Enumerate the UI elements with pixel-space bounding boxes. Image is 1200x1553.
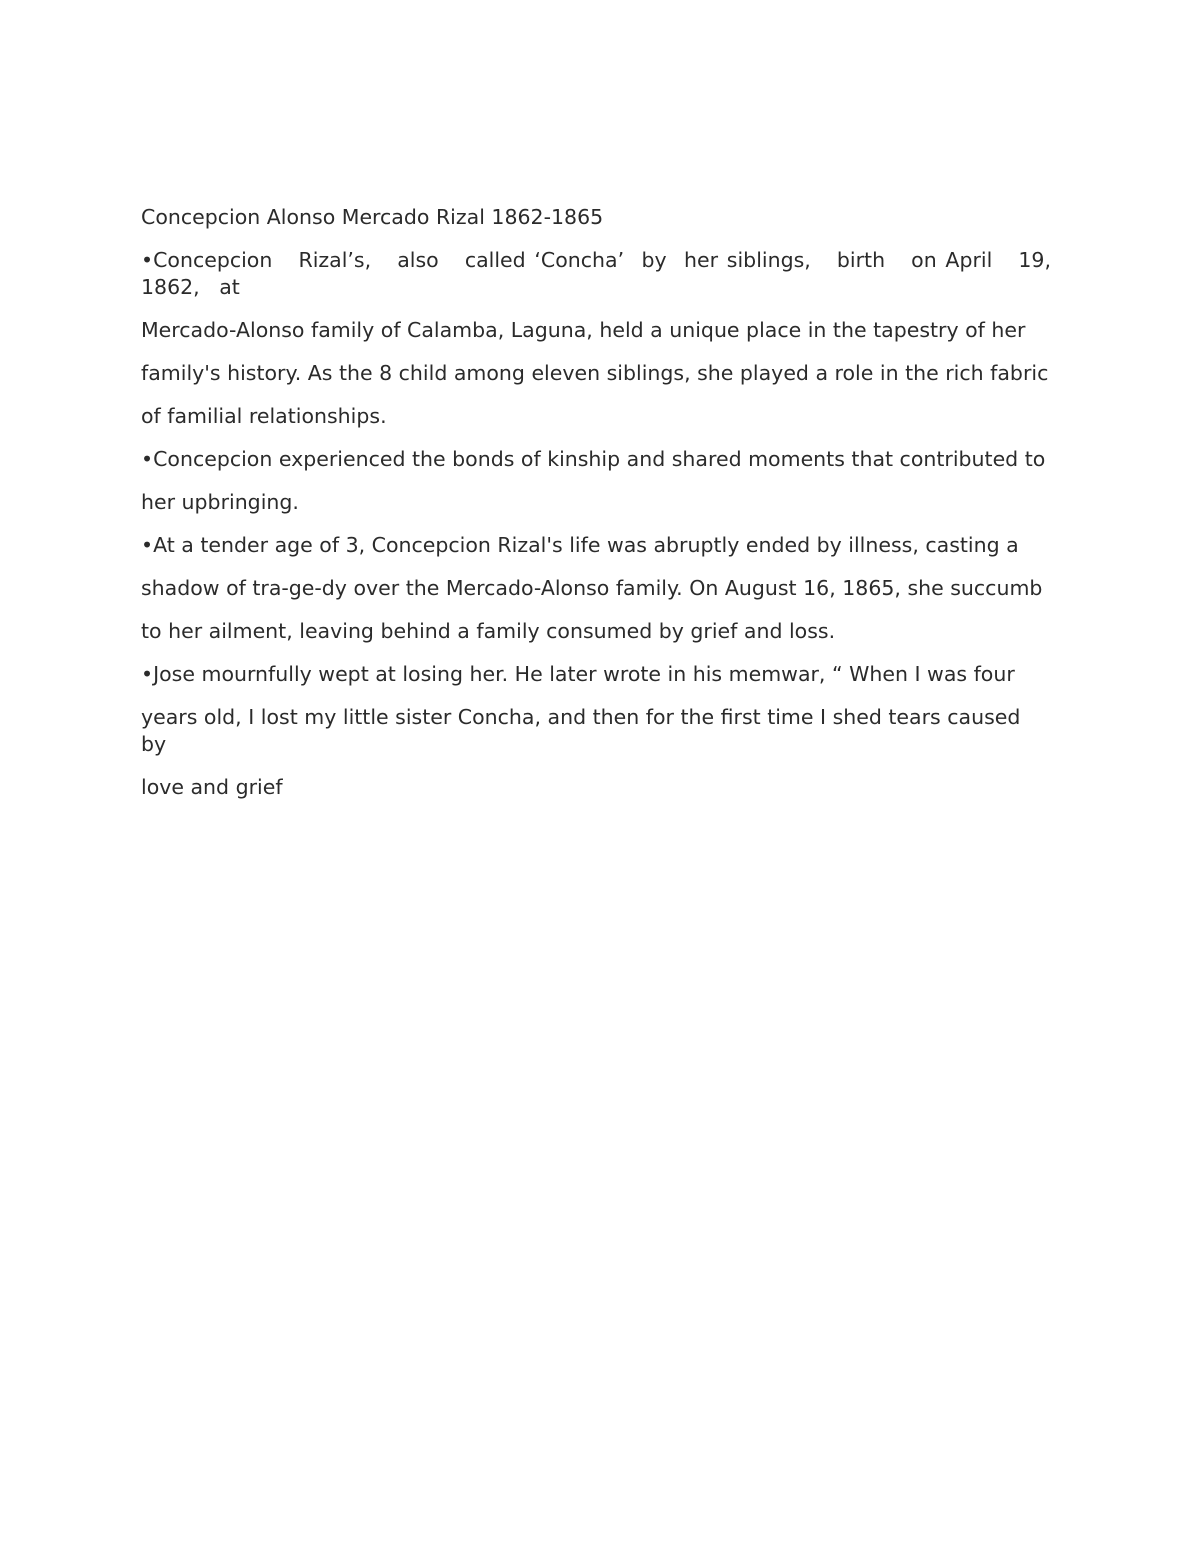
paragraph-3: family's history. As the 8 child among eleven siblings, she played a role in the rich fabric — [141, 361, 1049, 385]
document-title: Concepcion Alonso Mercado Rizal 1862-1865 — [141, 205, 604, 229]
paragraph-5: •Concepcion experienced the bonds of kinship and shared moments that contributed to — [141, 447, 1046, 471]
paragraph-2: Mercado-Alonso family of Calamba, Laguna, held a unique place in the tapestry of her — [141, 318, 1026, 342]
paragraph-1: •Concepcion Rizal’s, also called ‘Concha’ by her siblings, birth on April 19, 1862, at — [141, 248, 1058, 299]
paragraph-6: her upbringing. — [141, 490, 299, 514]
paragraph-10: •Jose mournfully wept at losing her. He later wrote in his memwar, “ When I was four — [141, 662, 1015, 686]
document-body — [141, 204, 1058, 801]
paragraph-8: shadow of tra-ge-dy over the Mercado-Alonso family. On August 16, 1865, she succumb — [141, 576, 1043, 600]
paragraph-4: of familial relationships. — [141, 404, 387, 428]
paragraph-12: love and grief — [141, 775, 283, 799]
paragraph-11: years old, I lost my little sister Concha, and then for the first time I shed tears caused by — [141, 705, 1021, 756]
paragraph-7: •At a tender age of 3, Concepcion Rizal's life was abruptly ended by illness, casting a — [141, 533, 1019, 557]
paragraph-9: to her ailment, leaving behind a family consumed by grief and loss. — [141, 619, 836, 643]
